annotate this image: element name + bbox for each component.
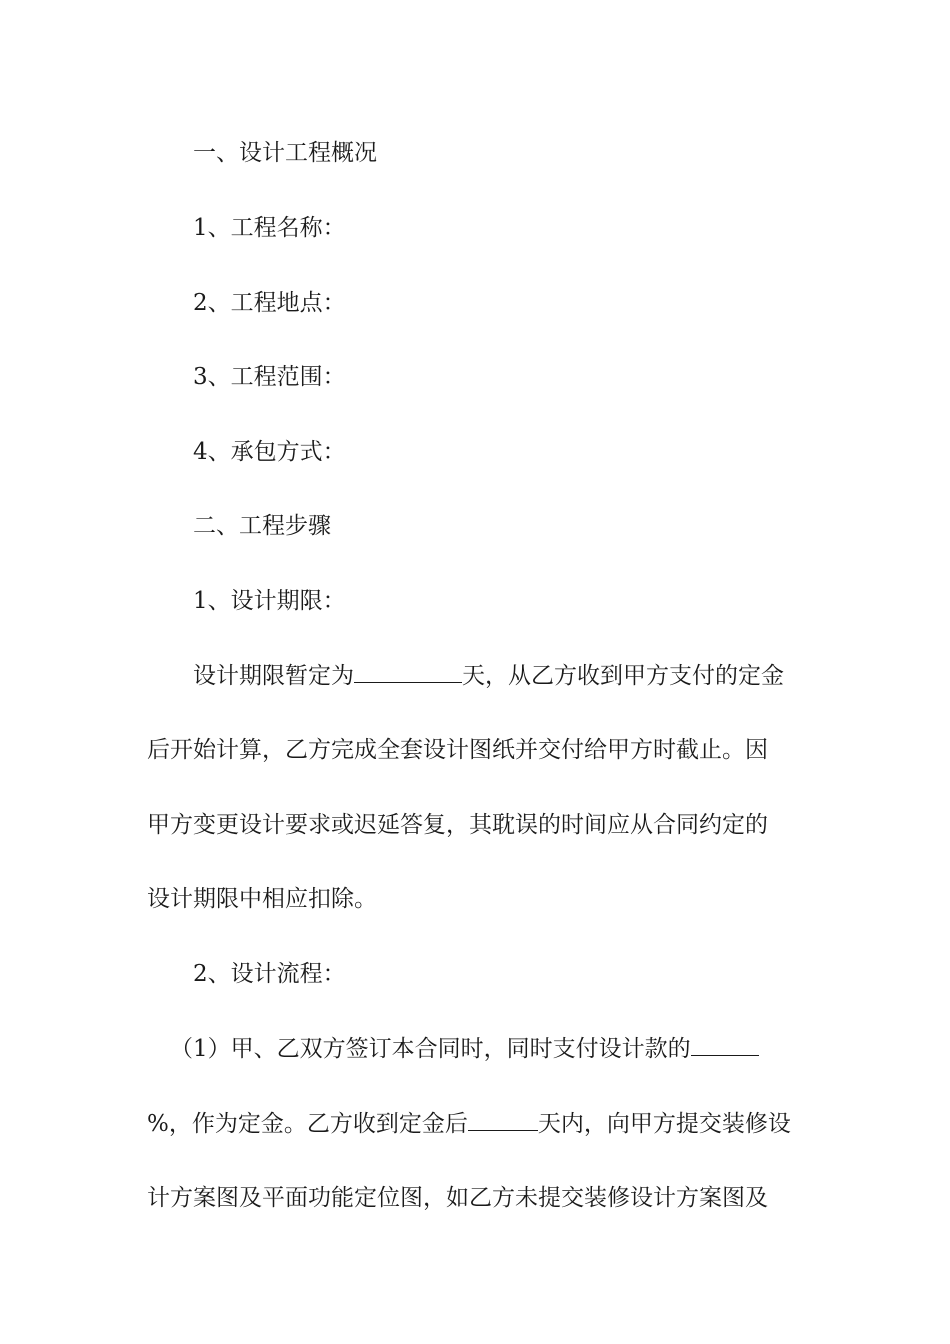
- days-after-deposit-blank: [468, 1108, 538, 1131]
- item-design-period: 1、设计期限：: [193, 588, 346, 614]
- item-contract-mode: 4、承包方式：: [193, 439, 346, 465]
- paragraph-process-line-3: 计方案图及平面功能定位图，如乙方未提交装修设计方案图及: [147, 1185, 768, 1211]
- paragraph-process-line-1: （1）甲、乙双方签订本合同时，同时支付设计款的: [170, 1033, 759, 1064]
- paragraph-design-period-line-4: 设计期限中相应扣除。: [147, 886, 377, 912]
- item-project-location: 2、工程地点：: [193, 290, 346, 316]
- days-blank: [354, 660, 462, 683]
- item-design-process: 2、设计流程：: [193, 961, 346, 987]
- section-heading-2: 二、工程步骤: [193, 513, 331, 539]
- item-project-scope: 3、工程范围：: [193, 364, 346, 390]
- paragraph-design-period-line-3: 甲方变更设计要求或迟延答复，其耽误的时间应从合同约定的: [147, 812, 768, 838]
- percentage-blank: [691, 1033, 759, 1056]
- item-project-name: 1、工程名称：: [193, 215, 346, 241]
- paragraph-design-period-line-1: 设计期限暂定为 天，从乙方收到甲方支付的定金: [193, 660, 784, 691]
- paragraph-design-period-line-2: 后开始计算，乙方完成全套设计图纸并交付给甲方时截止。因: [147, 737, 768, 763]
- section-heading-1: 一、设计工程概况: [193, 140, 377, 166]
- paragraph-process-line-2: %，作为定金。乙方收到定金后 天内，向甲方提交装修设: [147, 1108, 791, 1139]
